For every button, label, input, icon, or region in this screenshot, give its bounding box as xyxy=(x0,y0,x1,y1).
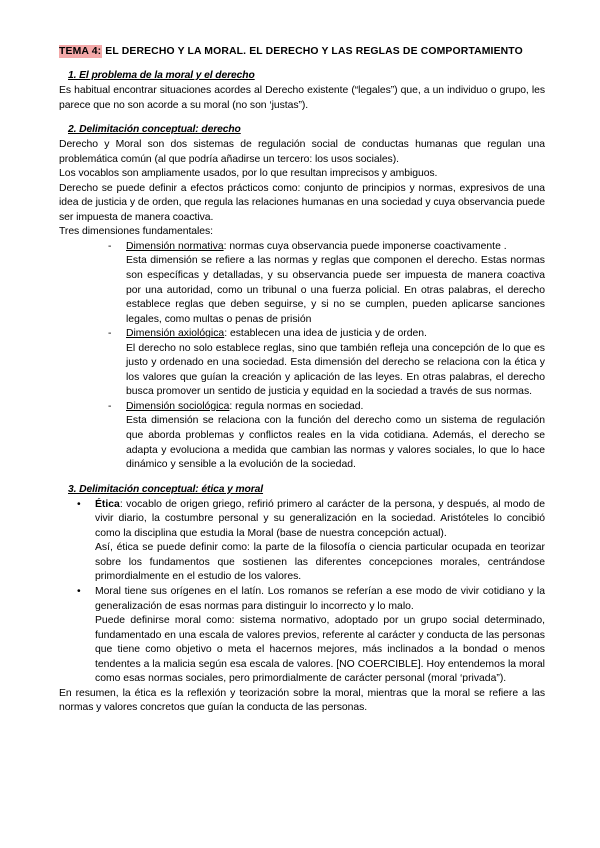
section-heading-2: 2. Delimitación conceptual: derecho xyxy=(68,124,241,136)
bullet-lead-text: : vocablo de origen griego, refirió primero al carácter de la persona, y después, al modo de vivir diario, la costumbre personal y su generalización en la sociedad. Aristóteles lo concibió como la disciplina que estudia la Moral (base de nuestra concepción actual). xyxy=(95,498,545,539)
dimension-term: Dimensión sociológica xyxy=(126,400,230,412)
dash-bullet-marker: - xyxy=(108,240,112,252)
dimension-lead-text: : establecen una idea de justicia y de orden. xyxy=(224,328,427,340)
dimension-body-text: Esta dimensión se relaciona con la función del derecho como un sistema de regulación que aborda problemas y conflictos reales en la vida cotidiana. Además, el derecho se adapta y evoluciona a medida que cambian las normas y valores sociales, lo que lo hace dinámico y sensible a la evolución de la sociedad. xyxy=(126,415,545,471)
dimension-axiologica xyxy=(126,327,545,400)
dash-bullet-marker: - xyxy=(108,400,112,412)
bullet-lead-line xyxy=(95,585,545,614)
dimension-term: Dimensión normativa xyxy=(126,240,224,252)
bullet-moral xyxy=(95,585,545,687)
section-heading-1: 1. El problema de la moral y el derecho xyxy=(68,70,255,81)
dimension-lead-line xyxy=(126,327,545,342)
dimension-term: Dimensión axiológica xyxy=(126,328,225,340)
list-item xyxy=(77,585,545,687)
dimension-body-text: El derecho no solo establece reglas, sino que también refleja una concepción de lo que es justo y ordenado en una sociedad. Esta dimensión del derecho se relaciona con la ética y los valores que guían la creación y aplicación de las leyes. En otras palabras, el derecho busca promover un sentido de justicia y equidad en la sociedad a través de sus normas. xyxy=(126,342,545,398)
title-rest: EL DERECHO Y LA MORAL. EL DERECHO Y LAS REGLAS DE COMPORTAMIENTO xyxy=(105,46,523,57)
dimension-lead-line xyxy=(126,400,545,415)
bullet-lead-line xyxy=(95,498,545,542)
section-2-paragraph-1: Derecho y Moral son dos sistemas de regulación social de conductas humanas que regulan una problemática común (al que podría añadirse un tercero: los usos sociales). xyxy=(59,139,545,165)
bullet-etica xyxy=(95,498,545,585)
section-2-paragraph-4: Tres dimensiones fundamentales: xyxy=(59,226,214,238)
bullet-body-text: Puede definirse moral como: sistema normativo, adoptado por un grupo social determinado, fundamentado en una escala de valores previos, referente al carácter y conducta de las personas que tiene como objetivo o meta el hacernos mejores, más inclinados a la bondad o menos tendentes a la malicia según esa escala de valores. [NO COERCIBLE]. Hoy entendemos la moral como esas normas sociales, pero primordialmente de carácter personal (moral ‘privada”). xyxy=(95,615,545,685)
list-item xyxy=(108,240,545,327)
list-item xyxy=(108,327,545,400)
section-3-closing-paragraph: En resumen, la ética es la reflexión y teorización sobre la moral, mientras que la moral se refiere a las normas y valores concretos que guían la conducta de las personas. xyxy=(59,687,545,714)
title-highlight: TEMA 4: xyxy=(59,46,102,57)
dimension-body-text: Esta dimensión se refiere a las normas y reglas que componen el derecho. Estas normas son específicas y detalladas, y su observancia puede ser impuesta de manera coactiva por una autoridad, como un tribunal o una fuerza policial. En otras palabras, el derecho establece reglas que deben seguirse, y si no se cumplen, pueden aplicarse sanciones legales, como multas o penas de prisión xyxy=(126,255,545,325)
dimension-normativa xyxy=(126,240,545,327)
disc-bullet-marker: • xyxy=(77,498,81,510)
section-2-paragraph-3: Derecho se puede definir a efectos prácticos como: conjunto de principios y normas, expresivos de una idea de justicia y de orden, que regula las relaciones humanas en una sociedad y cuya observancia puede ser impuesta de manera coactiva. xyxy=(59,182,545,223)
section-1-paragraph-1: Es habitual encontrar situaciones acordes al Derecho existente (“legales”) que, a un individuo o grupo, les parece que no son acorde a su moral (no son ‘justas”). xyxy=(59,85,545,111)
disc-bullet-marker: • xyxy=(77,585,81,597)
dimension-lead-line xyxy=(126,240,545,255)
section-heading-3: 3. Delimitación conceptual: ética y moral xyxy=(68,483,264,495)
list-item xyxy=(108,400,545,473)
page-title xyxy=(59,44,545,59)
list-item xyxy=(77,498,545,585)
dimension-lead-text: : normas cuya observancia puede imponerse coactivamente . xyxy=(223,240,507,252)
bullet-lead-text: Moral tiene sus orígenes en el latín. Los romanos se referían a ese modo de vivir cotidiano y la generalización de esas normas para distinguir lo incorrecto y lo malo. xyxy=(95,585,545,612)
dimension-lead-text: : regula normas en sociedad. xyxy=(229,400,364,412)
section-2-paragraph-2: Los vocablos son ampliamente usados, por lo que resultan imprecisos y ambiguos. xyxy=(59,168,438,180)
bullet-term: Ética xyxy=(95,498,120,510)
dash-bullet-marker: - xyxy=(108,328,112,340)
bullet-body-text: Así, ética se puede definir como: la parte de la filosofía o ciencia particular ocupada en teorizar sobre los fundamentos que sostienen las diferentes concepciones morales, centrándose primordialmente en el estudio de los valores. xyxy=(95,542,545,583)
dimension-sociologica xyxy=(126,400,545,473)
